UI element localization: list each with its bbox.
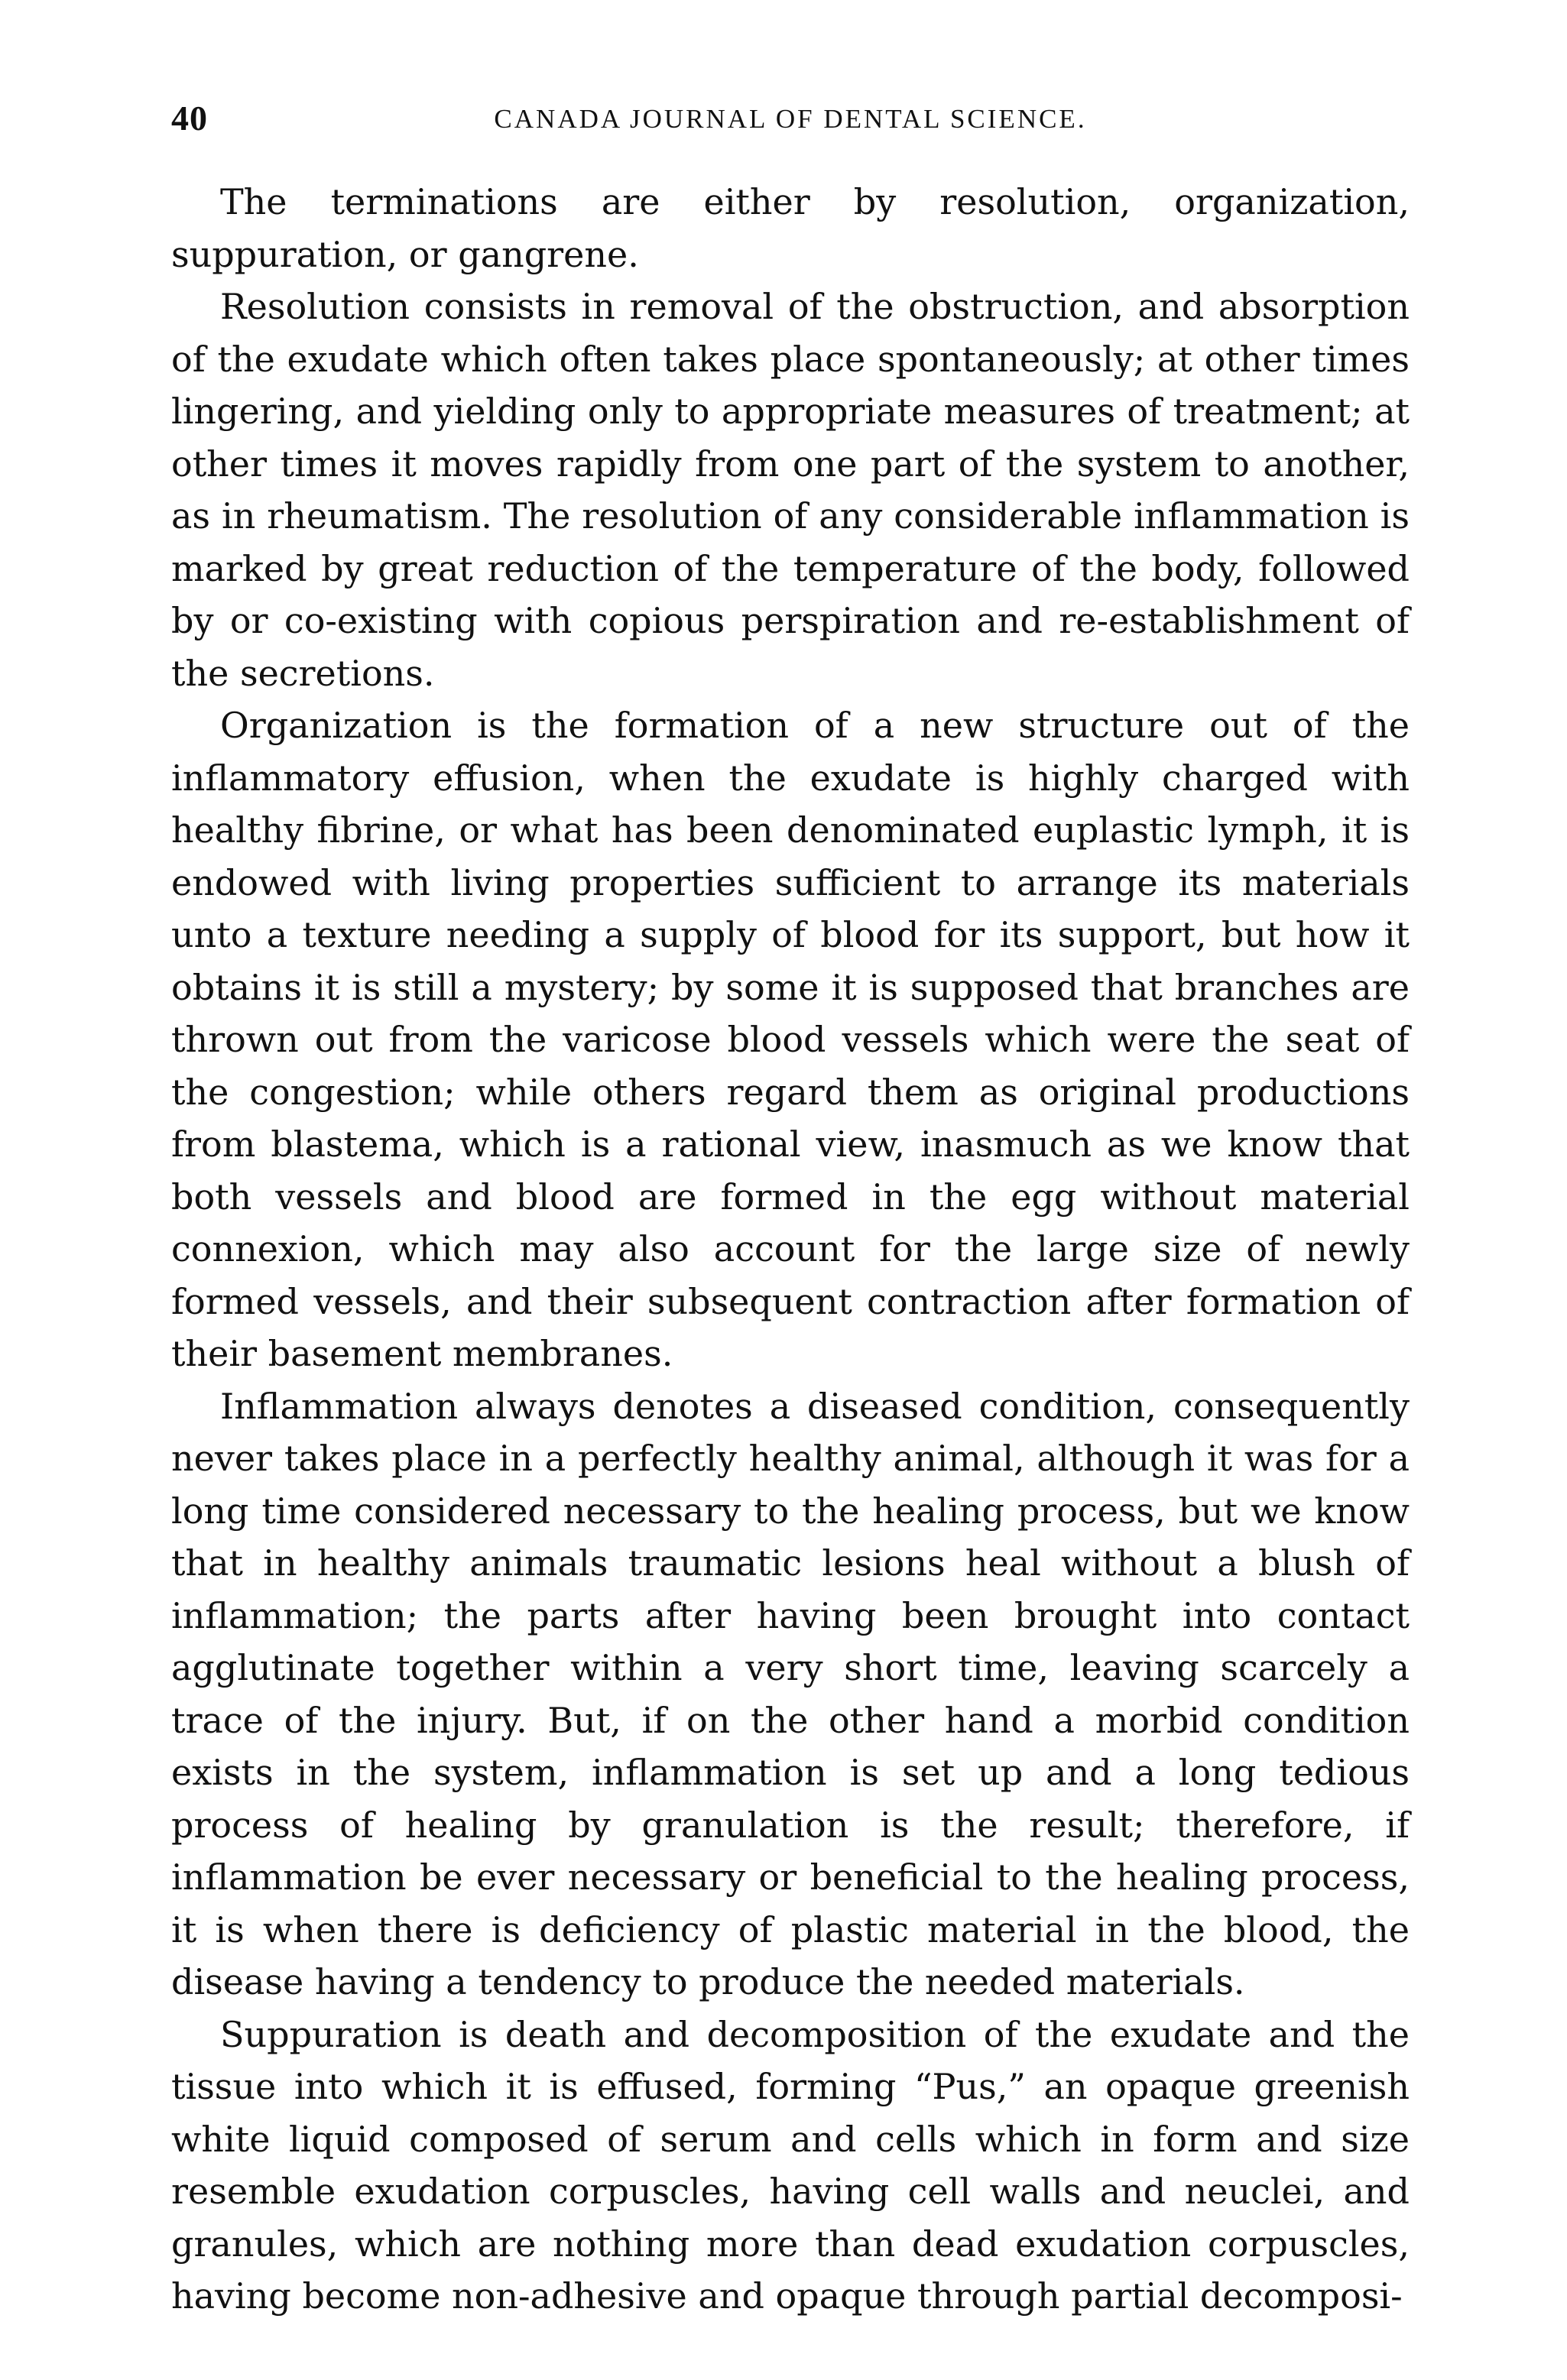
paragraph-resolution: Resolution consists in removal of the obstruction, and absorption of the exudate which often takes place spontaneously; at other times lingering, and yielding only to appropriate measures of treatment; at other times it moves rapidly from one part of the system to another, as in rheumatism. The resolution of any considerable inflammation is marked by great reduction of the temperature of the body, followed by or co-existing with copious perspiration and re-establishment of the secretions.	[171, 286, 1410, 694]
running-title: CANADA JOURNAL OF DENTAL SCIENCE.	[494, 104, 1087, 134]
paragraph-terminations: The terminations are either by resolution, organization, suppuration, or gangrene.	[171, 181, 1410, 275]
paragraph-organization: Organization is the formation of a new structure out of the inflammatory effusion, when the exudate is highly charged with healthy fibrine, or what has been denominated euplastic lymph, it is endowed with living properties sufficient to arrange its materials unto a texture needing a supply of blood for its support, but how it obtains it is still a mystery; by some it is supposed that branches are thrown out from the varicose blood vessels which were the seat of the congestion; while others regard them as original productions from blastema, which is a rational view, inasmuch as we know that both vessels and blood are formed in the egg without material connexion, which may also account for the large size of newly formed vessels, and their subsequent contraction after formation of their basement membranes.	[171, 705, 1410, 1374]
page-header	[171, 98, 1410, 147]
page-number: 40	[171, 99, 208, 138]
paragraph-suppuration: Suppuration is death and decomposition of the exudate and the tissue into which it is effused, forming “Pus,” an opaque greenish white liquid composed of serum and cells which in form and size resemble exudation corpuscles, having cell walls and neuclei, and granules, which are nothing more than dead exudation corpuscles, having become non-adhesive and opaque through partial decomposi-	[171, 2013, 1410, 2317]
article-body	[171, 176, 1410, 2317]
paragraph-inflammation: Inflammation always denotes a diseased condition, consequently never takes place in a perfectly healthy animal, although it was for a long time considered necessary to the healing process, but we know that in healthy animals traumatic lesions heal without a blush of inflammation; the parts after having been brought into contact agglutinate together within a very short time, leaving scarcely a trace of the injury. But, if on the other hand a morbid condition exists in the system, inflammation is set up and a long tedious process of healing by granulation is the result; therefore, if inflammation be ever necessary or beneficial to the healing process, it is when there is deficiency of plastic material in the blood, the disease having a tendency to produce the needed materials.	[171, 1385, 1410, 2002]
